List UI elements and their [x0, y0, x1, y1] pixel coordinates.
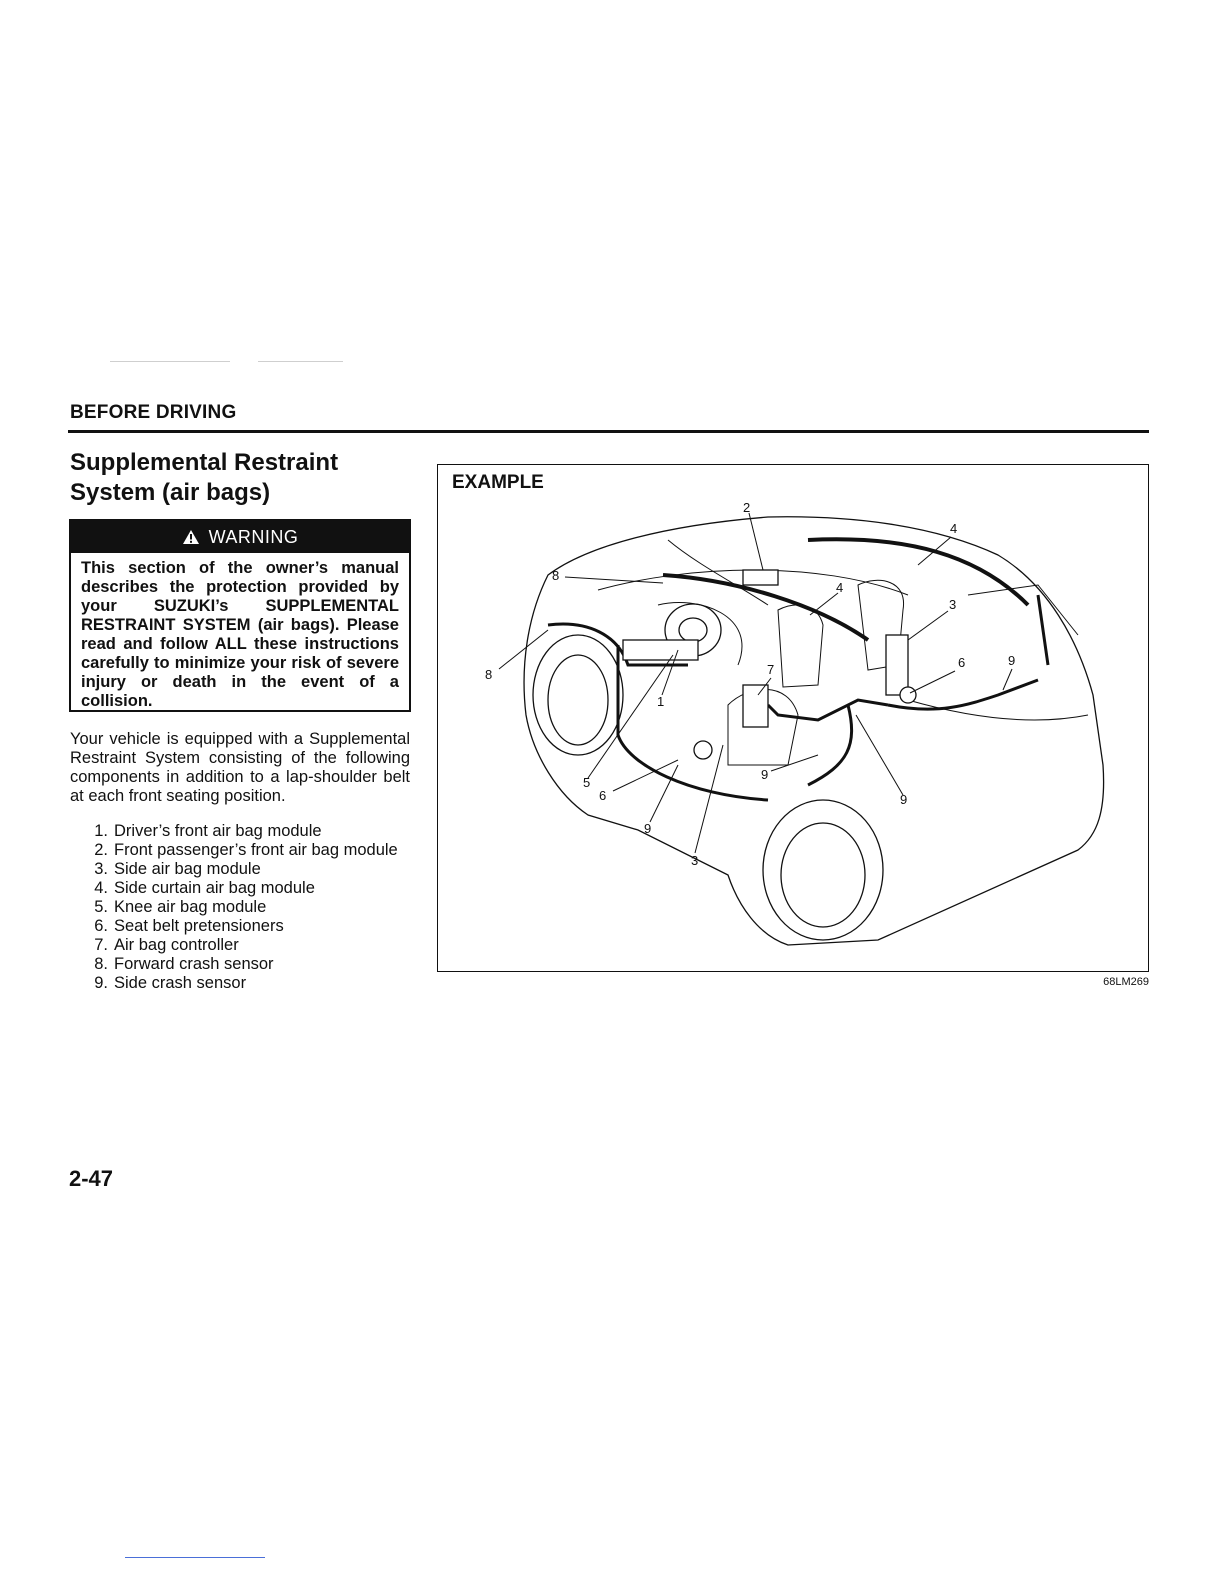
warning-label: WARNING [208, 526, 299, 547]
component-item [80, 822, 410, 841]
callout-9: 9 [761, 767, 769, 782]
callout-5: 5 [583, 775, 591, 790]
component-list [80, 822, 410, 993]
component-label: Knee air bag module [114, 898, 267, 916]
section-header: BEFORE DRIVING [70, 402, 237, 423]
callout-3: 3 [691, 853, 699, 868]
component-number: 2. [94, 841, 108, 859]
component-label: Side air bag module [114, 860, 261, 878]
callout-9: 9 [1008, 653, 1016, 668]
component-label: Front passenger’s front air bag module [114, 841, 398, 859]
component-item [80, 955, 410, 974]
scan-artifact-line [110, 361, 230, 362]
component-item [80, 974, 410, 993]
component-number: 1. [94, 822, 108, 840]
page-number: 2-47 [69, 1166, 114, 1191]
scan-artifact-line [125, 1557, 265, 1558]
component-label: Seat belt pretensioners [114, 917, 284, 935]
component-label: Forward crash sensor [114, 955, 274, 973]
warning-box [69, 519, 411, 712]
component-item [80, 879, 410, 898]
component-item [80, 841, 410, 860]
component-item [80, 936, 410, 955]
wiring-harness [548, 539, 1048, 800]
knee-air-bag-shape [623, 640, 698, 660]
component-label: Driver’s front air bag module [114, 822, 322, 840]
component-label: Side crash sensor [114, 974, 247, 992]
callout-6: 6 [958, 655, 966, 670]
warning-triangle-icon [182, 529, 200, 545]
callout-7: 7 [767, 662, 775, 677]
seat-belt-pretensioner-shape [694, 741, 712, 759]
component-label: Side curtain air bag module [114, 879, 315, 897]
component-label: Air bag controller [114, 936, 239, 954]
airbag-diagram-figure [437, 464, 1149, 972]
side-air-bag-shape [886, 635, 908, 695]
callout-6: 6 [599, 788, 607, 803]
intro-paragraph: Your vehicle is equipped with a Supplemental Restraint System consisting of the following components in addition to a lap-shoulder belt at each front seating position. [70, 730, 410, 805]
leader-lines [499, 513, 1012, 853]
car-outline [524, 517, 1104, 945]
component-item [80, 898, 410, 917]
figure-label: EXAMPLE [452, 472, 544, 493]
airbag-system-diagram [438, 465, 1147, 970]
callout-9: 9 [644, 821, 652, 836]
air-bag-controller-shape [743, 685, 768, 727]
seat-belt-pretensioner-shape [900, 687, 916, 703]
warning-text: This section of the owner’s manual describes the protection provided by your SUZUKI’s SUPPLEMENTAL RESTRAINT SYSTEM (air bags). Please read and follow ALL these instructions carefully to minimize your risk of severe injury or death in the event of a collision. [81, 559, 399, 710]
figure-code: 68LM269 [1103, 976, 1149, 988]
warning-header [71, 521, 409, 553]
header-rule [68, 430, 1149, 433]
callout-8: 8 [485, 667, 493, 682]
callout-9: 9 [900, 792, 908, 807]
component-number: 9. [94, 974, 108, 992]
passenger-air-bag-shape [743, 570, 778, 585]
component-item [80, 860, 410, 879]
component-number: 3. [94, 860, 108, 878]
callout-1: 1 [657, 694, 665, 709]
component-number: 7. [94, 936, 108, 954]
callout-8: 8 [552, 568, 560, 583]
component-number: 8. [94, 955, 108, 973]
callout-labels [485, 500, 1015, 868]
page-title-line-1: Supplemental Restraint [70, 449, 339, 476]
scan-artifact-line [258, 361, 343, 362]
callout-2: 2 [743, 500, 751, 515]
page-title-line-2: System (air bags) [70, 479, 271, 506]
component-number: 5. [94, 898, 108, 916]
page-title [70, 448, 410, 508]
component-number: 4. [94, 879, 108, 897]
callout-4: 4 [950, 521, 958, 536]
callout-3: 3 [949, 597, 957, 612]
callout-4: 4 [836, 580, 844, 595]
component-number: 6. [94, 917, 108, 935]
component-item [80, 917, 410, 936]
